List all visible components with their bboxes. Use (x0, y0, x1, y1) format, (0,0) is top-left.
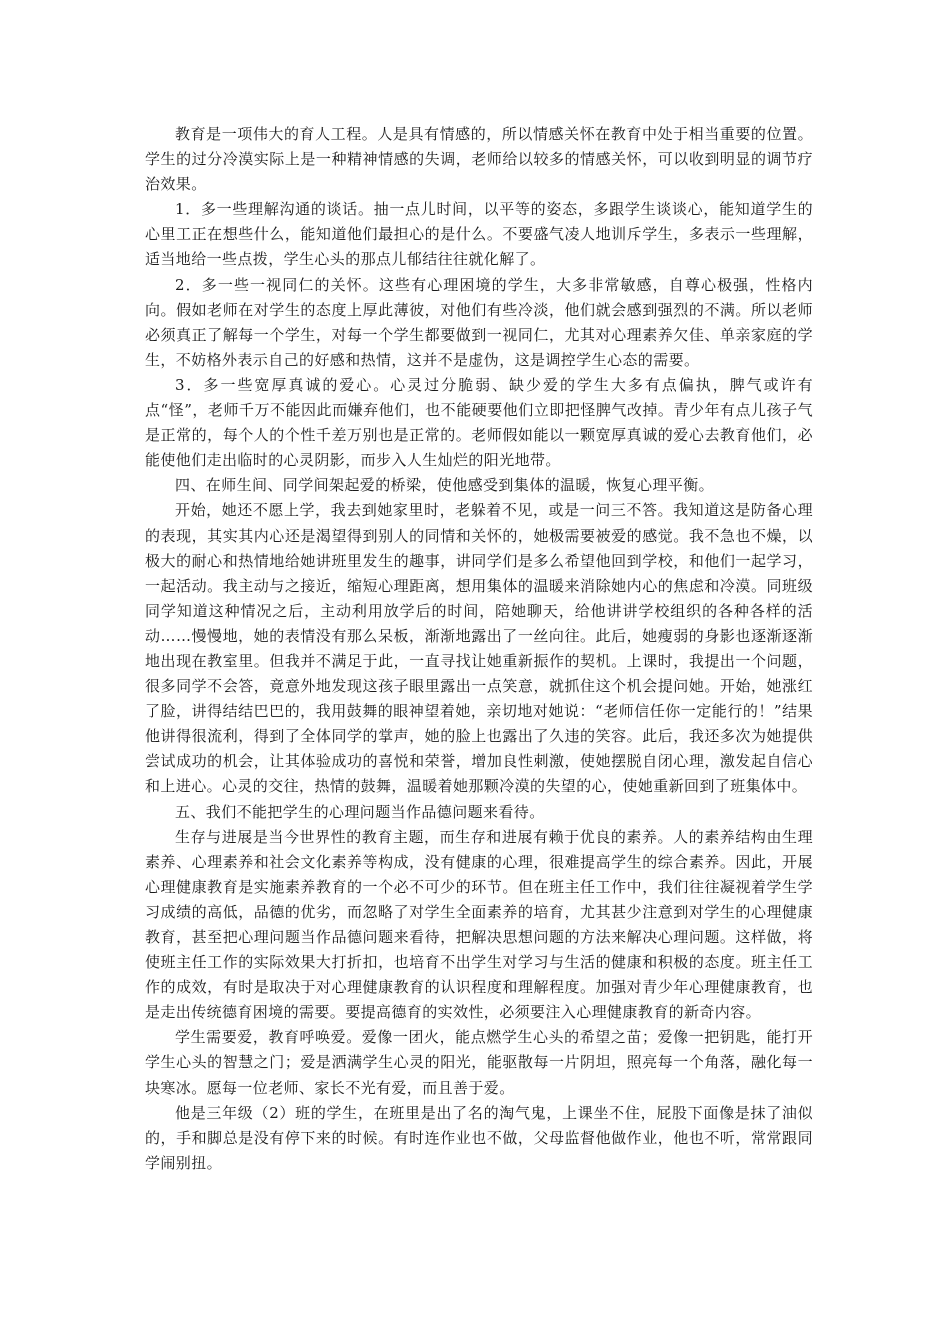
paragraph-story: 开始，她还不愿上学，我去到她家里时，老躲着不见，或是一问三不答。我知道这是防备心理的表现，其实其内心还是渴望得到别人的同情和关怀的，她极需要被爱的感觉。我不急也不燥，以极大的耐心和热情地给她讲班里发生的趣事，讲同学们是多么希望他回到学校，和他们一起学习，一起活动。我主动与之接近，缩短心理距离，想用集体的温暖来消除她内心的焦虑和冷漠。同班级同学知道这种情况之后，主动利用放学后的时间，陪她聊天，给他讲讲学校组织的各种各样的活动……慢慢地，她的表情没有那么呆板，渐渐地露出了一丝向往。此后，她瘦弱的身影也逐渐逐渐地出现在教室里。但我并不满足于此，一直寻找让她重新振作的契机。上课时，我提出一个问题，很多同学不会答，竟意外地发现这孩子眼里露出一点笑意，就抓住这个机会提问她。开始，她涨红了脸，讲得结结巴巴的，我用鼓舞的眼神望着她，亲切地对她说：“老师信任你一定能行的！”结果他讲得很流利，得到了全体同学的掌声，她的脸上也露出了久违的笑容。此后，我还多次为她提供尝试成功的机会，让其体验成功的喜悦和荣誉，增加良性刺激，使她摆脱自闭心理，激发起自信心和上进心。心灵的交往，热情的鼓舞，温暖着她那颗冷漠的失望的心，使她重新回到了班集体中。 (145, 501, 813, 796)
paragraph-love: 学生需要爱，教育呼唤爱。爱像一团火，能点燃学生心头的希望之苗；爱像一把钥匙，能打开学生心头的智慧之门；爱是洒满学生心灵的阳光，能驱散每一片阴坦，照亮每一个角落，融化每一块寒冰。愿每一位老师、家长不光有爱，而且善于爱。 (145, 1028, 813, 1097)
paragraph-point-3: 3．多一些宽厚真诚的爱心。心灵过分脆弱、缺少爱的学生大多有点偏执，脾气或许有点“怪”，老师千万不能因此而嫌弃他们，也不能硬要他们立即把怪脾气改掉。青少年有点儿孩子气是正常的，每个人的个性千差万别也是正常的。老师假如能以一颗宽厚真诚的爱心去教育他们，必能使他们走出临时的心灵阴影，而步入人生灿烂的阳光地带。 (145, 375, 813, 470)
paragraph-point-2: 2．多一些一视同仁的关怀。这些有心理困境的学生，大多非常敏感，自尊心极强，性格内向。假如老师在对学生的态度上厚此薄彼，对他们有些冷淡，他们就会感到强烈的不满。所以老师必须真正了解每一个学生，对每一个学生都要做到一视同仁，尤其对心理素养欠佳、单亲家庭的学生，不妨格外表示自己的好感和热情，这并不是虚伪，这是调控学生心态的需要。 (145, 275, 813, 369)
document-body (145, 122, 813, 1176)
paragraph-quality-education: 生存与进展是当今世界性的教育主题，而生存和进展有赖于优良的素养。人的素养结构由生理素养、心理素养和社会文化素养等构成，没有健康的心理，很难提高学生的综合素养。因此，开展心理健康教育是实施素养教育的一个必不可少的环节。但在班主任工作中，我们往往凝视着学生学习成绩的高低，品德的优劣，而忽略了对学生全面素养的培育，尤其甚少注意到对学生的心理健康教育，甚至把心理问题当作品德问题来看待，把解决思想问题的方法来解决心理问题。这样做，将使班主任工作的实际效果大打折扣，也培育不出学生对学习与生活的健康和积极的态度。班主任工作的成效，有时是取决于对心理健康教育的认识程度和理解程度。加强对青少年心理健康教育，也是走出传统德育困境的需要。要提高德育的实效性，必须要注入心理健康教育的新奇内容。 (145, 827, 813, 1022)
paragraph-case: 他是三年级（2）班的学生，在班里是出了名的淘气鬼，上课坐不住，屁股下面像是抹了油似的，手和脚总是没有停下来的时候。有时连作业也不做，父母监督他做作业，他也不听，常常跟同学闹别扭。 (145, 1103, 813, 1172)
section-heading-4: 四、在师生间、同学间架起爱的桥梁，使他感受到集体的温暖，恢复心理平衡。 (175, 476, 715, 495)
section-heading-5: 五、我们不能把学生的心理问题当作品德问题来看待。 (175, 802, 545, 821)
paragraph-intro: 教育是一项伟大的育人工程。人是具有情感的，所以情感关怀在教育中处于相当重要的位置。学生的过分冷漠实际上是一种精神情感的失调，老师给以较多的情感关怀，可以收到明显的调节疗治效果。 (145, 125, 813, 194)
paragraph-point-1: 1．多一些理解沟通的谈话。抽一点儿时间，以平等的姿态，多跟学生谈谈心，能知道学生的心里工正在想些什么，能知道他们最担心的是什么。不要盛气凌人地训斥学生，多表示一些理解，适当地给一些点拨，学生心头的那点儿郁结往往就化解了。 (145, 200, 813, 269)
